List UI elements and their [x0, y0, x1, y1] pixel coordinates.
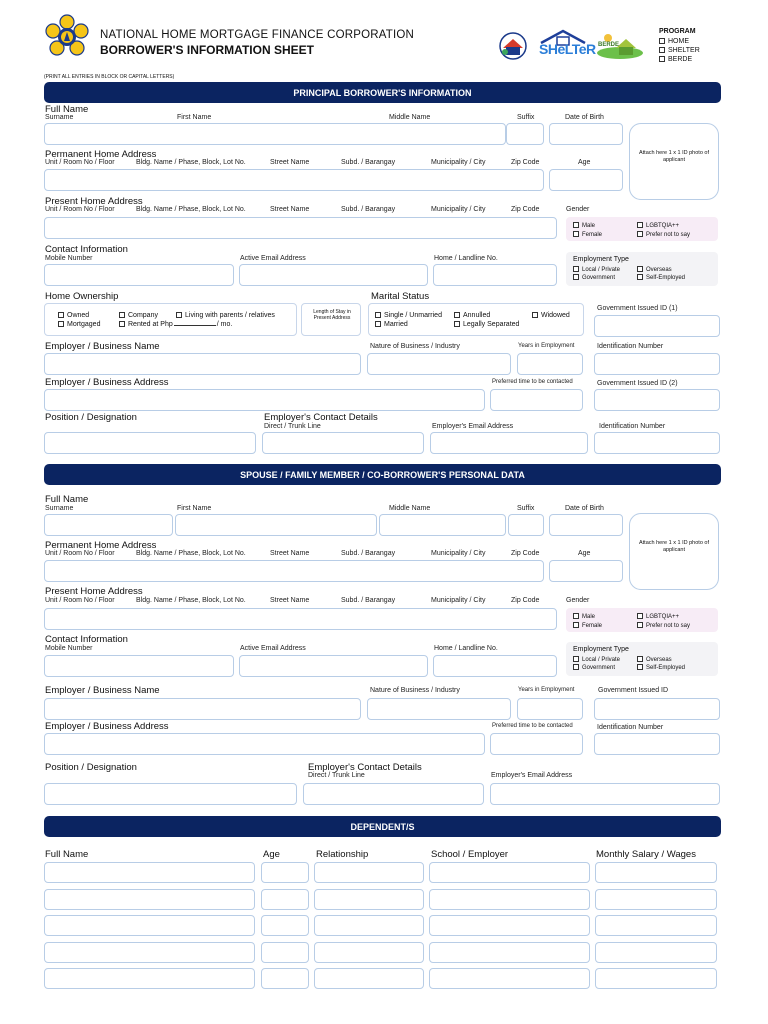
perm-unit-label: Unit / Room No / Floor [45, 159, 115, 166]
id-number-input[interactable] [594, 353, 720, 375]
s2-perm-bldg-label: Bldg. Name / Phase, Block, Lot No. [136, 550, 246, 557]
home-owned-checkbox[interactable]: Owned [58, 312, 89, 319]
email-input[interactable] [239, 264, 428, 286]
s2-gender-label: Gender [566, 597, 590, 604]
pres-zip-label: Zip Code [511, 206, 540, 213]
home-ownership-group [44, 303, 297, 336]
gender-label: Gender [566, 206, 590, 213]
s2-pres-zip-label: Zip Code [511, 597, 540, 604]
landline-input[interactable] [433, 264, 557, 286]
dependent-school-input[interactable] [429, 968, 590, 989]
s2-direct-label: Direct / Trunk Line [308, 772, 365, 779]
dependent-school-input[interactable] [429, 862, 590, 883]
s2-emp-contact-label: Employer's Contact Details [308, 762, 422, 773]
s2-nature-input[interactable] [367, 698, 511, 720]
gender-group [566, 217, 718, 241]
s2-mobile-label: Mobile Number [45, 645, 93, 652]
dependent-school-input[interactable] [429, 915, 590, 936]
s2-full-name-label: Full Name [45, 494, 89, 505]
gender-lgbtqia-checkbox[interactable]: LGBTQIA++ [637, 222, 679, 229]
rent-amount-line[interactable] [174, 325, 216, 326]
employer-input[interactable] [44, 353, 361, 375]
name-input[interactable] [44, 123, 506, 145]
s2-pres-address-label: Present Home Address [45, 586, 143, 597]
middlename-label: Middle Name [389, 114, 431, 121]
s2-middlename-input[interactable] [379, 514, 506, 536]
dep-col-fullname: Full Name [45, 849, 89, 860]
home-living-parents-checkbox[interactable]: Living with parents / relatives [176, 312, 275, 319]
shelter-logo-text: SHeLTeR [539, 41, 596, 57]
surname-label: Surname [45, 114, 74, 121]
s2-gov-id-input[interactable] [594, 698, 720, 720]
emp-email-label: Employer's Email Address [432, 423, 514, 430]
s2-gov-id-label: Government Issued ID [598, 687, 669, 694]
dependent-fullname-input[interactable] [44, 968, 255, 989]
dependent-age-input[interactable] [261, 942, 309, 963]
s2-emp-email-label: Employer's Email Address [491, 772, 573, 779]
dob-input[interactable] [549, 123, 623, 145]
gov-id1-label: Government Issued ID (1) [597, 305, 678, 312]
s2-years-emp-label: Years in Employment [518, 687, 575, 693]
marital-widowed-checkbox[interactable]: Widowed [532, 312, 570, 319]
dep-col-relationship: Relationship [316, 849, 369, 860]
pres-unit-label: Unit / Room No / Floor [45, 206, 115, 213]
home-program-logo [497, 32, 529, 60]
dependent-school-input[interactable] [429, 889, 590, 910]
pref-time-input[interactable] [490, 389, 583, 411]
home-rented-checkbox[interactable]: Rented at Php / mo. [119, 321, 232, 328]
perm-street-label: Street Name [270, 159, 310, 166]
gender-prefer-not-checkbox[interactable]: Prefer not to say [637, 231, 690, 238]
emp-self-checkbox[interactable]: Self-Employed [637, 274, 685, 281]
s2-age-input[interactable] [549, 560, 623, 582]
s2-position-input[interactable] [44, 783, 297, 805]
pres-address-label: Present Home Address [45, 196, 143, 207]
program-berde-checkbox[interactable]: BERDE [659, 56, 692, 63]
marital-annulled-checkbox[interactable]: Annulled [454, 312, 490, 319]
suffix-input[interactable] [506, 123, 544, 145]
emp-government-checkbox[interactable]: Government [573, 274, 615, 281]
dependent-salary-input[interactable] [595, 915, 717, 936]
emp-overseas-checkbox[interactable]: Overseas [637, 266, 672, 273]
program-home-checkbox[interactable]: HOME [659, 38, 689, 45]
emp-local-checkbox[interactable]: Local / Private [573, 266, 620, 273]
home-company-checkbox[interactable]: Company [119, 312, 158, 319]
dependent-age-input[interactable] [261, 889, 309, 910]
direct-input[interactable] [262, 432, 424, 454]
mobile-label: Mobile Number [45, 255, 93, 262]
perm-zip-label: Zip Code [511, 159, 540, 166]
pres-subd-label: Subd. / Barangay [341, 206, 396, 213]
s2-pres-bldg-label: Bldg. Name / Phase, Block, Lot No. [136, 597, 246, 604]
s2-direct-input[interactable] [303, 783, 484, 805]
s2-perm-unit-label: Unit / Room No / Floor [45, 550, 115, 557]
id-number-label: Identification Number [597, 343, 664, 350]
s2-pres-street-label: Street Name [270, 597, 310, 604]
nature-label: Nature of Business / Industry [370, 343, 460, 350]
dependent-school-input[interactable] [429, 942, 590, 963]
s2-emp-address-label: Employer / Business Address [45, 721, 169, 732]
dep-col-salary: Monthly Salary / Wages [596, 849, 696, 860]
pres-address-input[interactable] [44, 217, 557, 239]
employer-label: Employer / Business Name [45, 341, 160, 352]
gov-id2-input[interactable] [594, 389, 720, 411]
gov-id2-label: Government Issued ID (2) [597, 380, 678, 387]
dependent-age-input[interactable] [261, 915, 309, 936]
gender-female-checkbox[interactable]: Female [573, 231, 602, 238]
s2-email-label: Active Email Address [240, 645, 306, 652]
age-label: Age [578, 159, 591, 166]
emp-address-input[interactable] [44, 389, 485, 411]
s2-emp-overseas-checkbox[interactable]: Overseas [637, 656, 672, 663]
pres-muni-label: Municipality / City [431, 206, 486, 213]
berde-logo [596, 30, 644, 60]
contact-label: Contact Information [45, 244, 128, 255]
dep-col-age: Age [263, 849, 280, 860]
position-label: Position / Designation [45, 412, 137, 423]
dependent-salary-input[interactable] [595, 942, 717, 963]
s2-pres-address-input[interactable] [44, 608, 557, 630]
position-input[interactable] [44, 432, 256, 454]
s2-middlename-label: Middle Name [389, 505, 431, 512]
dependent-relationship-input[interactable] [314, 862, 424, 883]
nhmfc-logo [42, 14, 92, 60]
s2-email-input[interactable] [239, 655, 428, 677]
marital-married-checkbox[interactable]: Married [375, 321, 408, 328]
perm-address-label: Permanent Home Address [45, 149, 157, 160]
s2-years-emp-input[interactable] [517, 698, 583, 720]
s2-firstname-input[interactable] [175, 514, 377, 536]
emp-type-label: Employment Type [573, 256, 629, 263]
s2-perm-address-input[interactable] [44, 560, 544, 582]
s2-suffix-label: Suffix [517, 505, 535, 512]
perm-subd-label: Subd. / Barangay [341, 159, 396, 166]
org-name: NATIONAL HOME MORTGAGE FINANCE CORPORATION [100, 29, 415, 41]
dependent-salary-input[interactable] [595, 862, 717, 883]
s2-pref-time-input[interactable] [490, 733, 583, 755]
s2-perm-street-label: Street Name [270, 550, 310, 557]
s2-pref-time-label: Preferred time to be contacted [492, 723, 573, 729]
home-mortgaged-checkbox[interactable]: Mortgaged [58, 321, 100, 328]
s2-perm-muni-label: Municipality / City [431, 550, 486, 557]
marital-single-checkbox[interactable]: Single / Unmarried [375, 312, 442, 319]
dependent-relationship-input[interactable] [314, 942, 424, 963]
dependent-fullname-input[interactable] [44, 942, 255, 963]
firstname-label: First Name [177, 114, 212, 121]
s2-emp-government-checkbox[interactable]: Government [573, 664, 615, 671]
marital-label: Marital Status [371, 291, 430, 302]
s2-pres-subd-label: Subd. / Barangay [341, 597, 396, 604]
home-ownership-label: Home Ownership [45, 291, 119, 302]
sheet-title: BORROWER'S INFORMATION SHEET [100, 43, 314, 57]
principal-section-header: PRINCIPAL BORROWER'S INFORMATION [44, 82, 721, 103]
length-stay-box[interactable] [301, 303, 361, 336]
email-label: Active Email Address [240, 255, 306, 262]
id-number2-input[interactable] [594, 432, 720, 454]
print-note: (PRINT ALL ENTRIES IN BLOCK OR CAPITAL LETTERS) [44, 74, 175, 80]
s2-emp-local-checkbox[interactable]: Local / Private [573, 656, 620, 663]
s2-gender-female-checkbox[interactable]: Female [573, 622, 602, 629]
mobile-input[interactable] [44, 264, 234, 286]
s2-emp-self-checkbox[interactable]: Self-Employed [637, 664, 685, 671]
years-emp-label: Years in Employment [518, 343, 575, 349]
full-name-label: Full Name [45, 104, 89, 115]
s2-gender-lgbtqia-checkbox[interactable]: LGBTQIA++ [637, 613, 679, 620]
s2-pres-unit-label: Unit / Room No / Floor [45, 597, 115, 604]
emp-type-group [566, 252, 718, 286]
s2-gender-group [566, 608, 718, 632]
emp-contact-label: Employer's Contact Details [264, 412, 378, 423]
dep-col-school: School / Employer [431, 849, 509, 860]
s2-id-number-label: Identification Number [597, 724, 664, 731]
pres-street-label: Street Name [270, 206, 310, 213]
s2-dob-label: Date of Birth [565, 505, 604, 512]
s2-id-number-input[interactable] [594, 733, 720, 755]
spouse-section-header: SPOUSE / FAMILY MEMBER / CO-BORROWER'S PERSONAL DATA [44, 464, 721, 485]
s2-firstname-label: First Name [177, 505, 212, 512]
s2-gender-male-checkbox[interactable]: Male [573, 613, 595, 620]
program-title: PROGRAM [659, 28, 696, 35]
s2-emp-address-input[interactable] [44, 733, 485, 755]
s2-perm-address-label: Permanent Home Address [45, 540, 157, 551]
direct-label: Direct / Trunk Line [264, 423, 321, 430]
dependent-fullname-input[interactable] [44, 915, 255, 936]
s2-contact-label: Contact Information [45, 634, 128, 645]
dependent-salary-input[interactable] [595, 889, 717, 910]
s2-emp-type-label: Employment Type [573, 646, 629, 653]
photo-box[interactable]: Attach here 1 x 1 ID photo of applicant [629, 123, 719, 200]
s2-nature-label: Nature of Business / Industry [370, 687, 460, 694]
s2-surname-label: Surname [45, 505, 74, 512]
berde-logo-text: BERDE [598, 42, 620, 48]
dependent-relationship-input[interactable] [314, 889, 424, 910]
s2-gender-prefer-not-checkbox[interactable]: Prefer not to say [637, 622, 690, 629]
dob-label: Date of Birth [565, 114, 604, 121]
program-shelter-checkbox[interactable]: SHELTER [659, 47, 700, 54]
s2-landline-input[interactable] [433, 655, 557, 677]
s2-pres-muni-label: Municipality / City [431, 597, 486, 604]
pres-bldg-label: Bldg. Name / Phase, Block, Lot No. [136, 206, 246, 213]
gender-male-checkbox[interactable]: Male [573, 222, 595, 229]
s2-suffix-input[interactable] [508, 514, 544, 536]
years-emp-input[interactable] [517, 353, 583, 375]
s2-employer-input[interactable] [44, 698, 361, 720]
dependent-fullname-input[interactable] [44, 862, 255, 883]
s2-landline-label: Home / Landline No. [434, 645, 498, 652]
s2-perm-subd-label: Subd. / Barangay [341, 550, 396, 557]
gov-id1-input[interactable] [594, 315, 720, 337]
shelter-logo [537, 29, 596, 61]
perm-bldg-label: Bldg. Name / Phase, Block, Lot No. [136, 159, 246, 166]
s2-emp-email-input[interactable] [490, 783, 720, 805]
s2-age-label: Age [578, 550, 591, 557]
perm-address-input[interactable] [44, 169, 544, 191]
emp-address-label: Employer / Business Address [45, 377, 169, 388]
id-number2-label: Identification Number [599, 423, 666, 430]
s2-surname-input[interactable] [44, 514, 173, 536]
s2-mobile-input[interactable] [44, 655, 234, 677]
s2-emp-type-group [566, 642, 718, 676]
emp-email-input[interactable] [430, 432, 588, 454]
dependent-relationship-input[interactable] [314, 968, 424, 989]
s2-perm-zip-label: Zip Code [511, 550, 540, 557]
age-input[interactable] [549, 169, 623, 191]
dependent-age-input[interactable] [261, 862, 309, 883]
pref-time-label: Preferred time to be contacted [492, 379, 573, 385]
marital-separated-checkbox[interactable]: Legally Separated [454, 321, 519, 328]
marital-group [368, 303, 584, 336]
landline-label: Home / Landline No. [434, 255, 498, 262]
perm-muni-label: Municipality / City [431, 159, 486, 166]
dependents-section-header: DEPENDENT/S [44, 816, 721, 837]
nature-input[interactable] [367, 353, 511, 375]
s2-employer-label: Employer / Business Name [45, 685, 160, 696]
dependent-salary-input[interactable] [595, 968, 717, 989]
dependent-relationship-input[interactable] [314, 915, 424, 936]
s2-dob-input[interactable] [549, 514, 623, 536]
s2-photo-box[interactable]: Attach here 1 x 1 ID photo of applicant [629, 513, 719, 590]
suffix-label: Suffix [517, 114, 535, 121]
s2-position-label: Position / Designation [45, 762, 137, 773]
dependent-fullname-input[interactable] [44, 889, 255, 910]
dependent-age-input[interactable] [261, 968, 309, 989]
length-stay-label: Length of Stay in Present Address [313, 309, 351, 321]
